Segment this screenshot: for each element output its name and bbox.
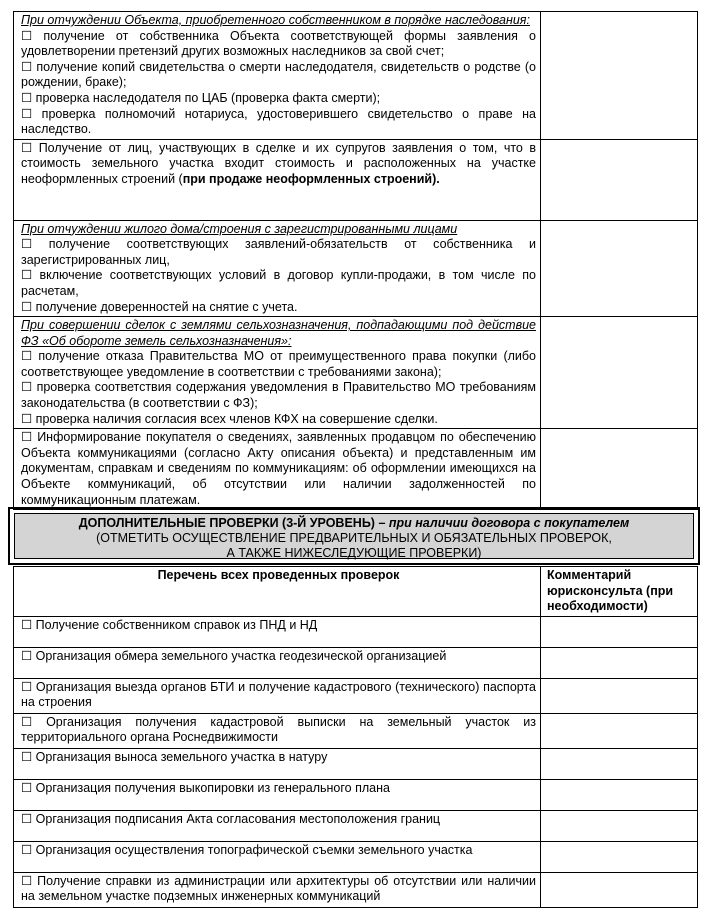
section-heading: При отчуждении Объекта, приобретенного собственником в порядке наследования: bbox=[21, 13, 530, 27]
check-item: ☐ Получение собственником справок из ПНД и НД bbox=[14, 616, 541, 647]
check-item: ☐ Организация выезда органов БТИ и получение кадастрового (технического) паспорта на строения bbox=[14, 678, 541, 713]
table-row bbox=[14, 616, 698, 647]
list-item: ☐ Информирование покупателя о сведениях, заявленных продавцом по обеспечению Объекта коммуникациями (согласно Акту описания объекта) и представленным им документам, справкам и сведениям по коммуникациям: об оформлении имеющихся на Объекте коммуникаций, об отсутствии или наличии задолженностей по коммуникационным платежам. bbox=[21, 430, 536, 507]
table-row bbox=[14, 810, 698, 841]
table-row bbox=[14, 317, 698, 429]
list-item: ☐ получение соответствующих заявлений-обязательств от собственника и зарегистрированных лиц, bbox=[21, 237, 536, 267]
comment-cell[interactable] bbox=[541, 748, 698, 779]
utilities-info-cell bbox=[14, 429, 541, 510]
blank-space bbox=[21, 188, 536, 219]
inheritance-cell bbox=[14, 12, 541, 140]
comment-cell[interactable] bbox=[541, 12, 698, 140]
table-row bbox=[14, 872, 698, 907]
list-item: ☐ получение доверенностей на снятие с учета. bbox=[21, 299, 298, 314]
table-row bbox=[14, 779, 698, 810]
check-item: ☐ Организация выноса земельного участка в натуру bbox=[14, 748, 541, 779]
list-item: ☐ получение копий свидетельства о смерти наследодателя, свидетельств о родстве (о рождении, браке); bbox=[21, 59, 536, 90]
banner-condition: при наличии договора с покупателем bbox=[385, 516, 630, 530]
table-row bbox=[14, 647, 698, 678]
comment-cell[interactable] bbox=[541, 810, 698, 841]
check-item: ☐ Получение справки из администрации или архитектуры об отсутствии или наличии на земельном участке подземных инженерных коммуникаций bbox=[14, 872, 541, 907]
list-item: ☐ получение от собственника Объекта соответствующей формы заявления о удовлетворении претензий других возможных наследников за свой счет; bbox=[21, 28, 536, 59]
agricultural-land-cell bbox=[14, 317, 541, 429]
table-row bbox=[14, 220, 698, 317]
section-heading: При совершении сделок с землями сельхозназначения, подпадающими под действие ФЗ «Об обороте земель сельхозназначения»: bbox=[21, 318, 536, 348]
checks-column-header: Перечень всех проведенных проверок bbox=[14, 567, 541, 617]
list-item: ☐ проверка наличия согласия всех членов КФХ на совершение сделки. bbox=[21, 411, 438, 426]
comment-cell[interactable] bbox=[541, 647, 698, 678]
list-item: ☐ проверка наследодателя по ЦАБ (проверка факта смерти); bbox=[21, 90, 381, 105]
comment-cell[interactable] bbox=[541, 713, 698, 748]
list-item: ☐ Получение от лиц, участвующих в сделке и их супругов заявления о том, что в стоимость земельного участка входит стоимость и расположенных на участке неоформленных строений ( bbox=[21, 140, 536, 186]
table-header-row bbox=[14, 567, 698, 617]
comment-cell[interactable] bbox=[541, 779, 698, 810]
table-row bbox=[14, 429, 698, 510]
check-item: ☐ Организация получения кадастровой выписки на земельный участок из территориального органа Роснедвижимости bbox=[14, 713, 541, 748]
conditions-table bbox=[13, 11, 698, 510]
comment-cell[interactable] bbox=[541, 616, 698, 647]
table-row bbox=[14, 139, 698, 220]
check-item: ☐ Организация обмера земельного участка геодезической организацией bbox=[14, 647, 541, 678]
additional-checks-banner bbox=[8, 507, 700, 565]
comment-cell[interactable] bbox=[541, 841, 698, 872]
comment-cell[interactable] bbox=[541, 429, 698, 510]
comment-cell[interactable] bbox=[541, 678, 698, 713]
table-row bbox=[14, 713, 698, 748]
check-item: ☐ Организация осуществления топографической съемки земельного участка bbox=[14, 841, 541, 872]
table-row bbox=[14, 748, 698, 779]
table-row bbox=[14, 12, 698, 140]
comment-cell[interactable] bbox=[541, 139, 698, 220]
unregistered-buildings-cell bbox=[14, 139, 541, 220]
table-row bbox=[14, 678, 698, 713]
check-item: ☐ Организация подписания Акта согласования местоположения границ bbox=[14, 810, 541, 841]
comment-cell[interactable] bbox=[541, 220, 698, 317]
checks-table bbox=[13, 566, 698, 908]
banner-note-line: А ТАКЖЕ НИЖЕСЛЕДУЮЩИЕ ПРОВЕРКИ) bbox=[226, 546, 482, 560]
comment-cell[interactable] bbox=[541, 872, 698, 907]
bold-note: при продаже неоформленных строений). bbox=[182, 171, 440, 186]
list-item: ☐ проверка соответствия содержания уведомления в Правительство МО требованиям законодательства (в соответствии с ФЗ); bbox=[21, 380, 536, 411]
banner-content bbox=[14, 513, 694, 559]
banner-note-line: (ОТМЕТИТЬ ОСУЩЕСТВЛЕНИЕ ПРЕДВАРИТЕЛЬНЫХ И ОБЯЗАТЕЛЬНЫХ ПРОВЕРОК, bbox=[96, 531, 612, 545]
table-row bbox=[14, 841, 698, 872]
list-item: ☐ получение отказа Правительства МО от преимущественного права покупки (либо соответствующее уведомление в соответствии с требованиями закона); bbox=[21, 349, 536, 379]
registered-persons-cell bbox=[14, 220, 541, 317]
comment-cell[interactable] bbox=[541, 317, 698, 429]
list-item: ☐ включение соответствующих условий в договор купли-продажи, в том числе по расчетам, bbox=[21, 268, 536, 298]
comment-column-header: Комментарий юрисконсульта (при необходимости) bbox=[541, 567, 698, 617]
check-item: ☐ Организация получения выкопировки из генерального плана bbox=[14, 779, 541, 810]
list-item: ☐ проверка полномочий нотариуса, удостоверившего свидетельство о праве на наследство. bbox=[21, 106, 536, 137]
section-heading: При отчуждении жилого дома/строения с зарегистрированными лицами bbox=[21, 221, 458, 236]
banner-title: ДОПОЛНИТЕЛЬНЫЕ ПРОВЕРКИ (3-Й УРОВЕНЬ) – bbox=[78, 516, 386, 530]
